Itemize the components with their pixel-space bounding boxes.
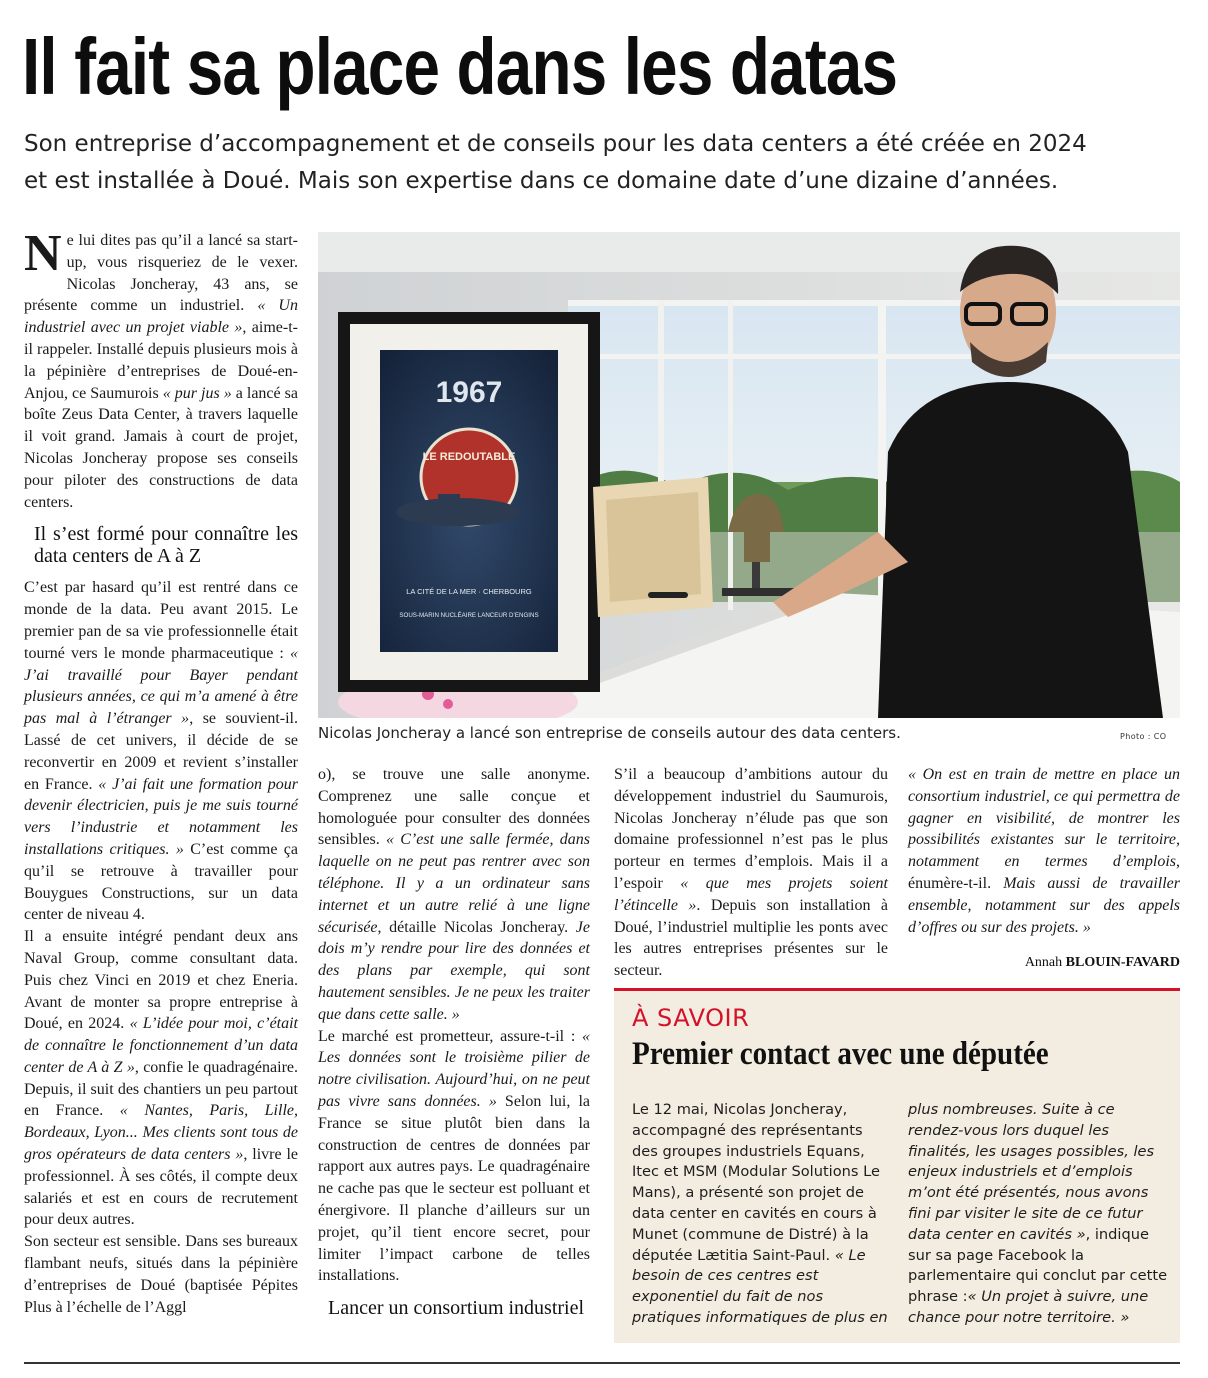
author-last-name: BLOUIN-FAVARD: [1065, 955, 1180, 970]
text-run: S’il a beaucoup d’ambitions autour du développement industriel du Saumurois, Nicolas Joncheray n’élude pas que son domaine professionnel n’est pas le plus porteur en termes d’emplois. Mais il a l’espoir: [614, 766, 888, 892]
subheading: Il s’est formé pour connaître les data centers de A à Z: [34, 523, 298, 568]
text-run: C’est par hasard qu’il est rentré dans ce monde de la data. Peu avant 2015. Le premier pan de sa vie professionnelle était tourné vers le monde pharmaceutique :: [24, 579, 298, 662]
article-paragraph: [614, 764, 888, 982]
quote: « Un projet à suivre, une chance pour notre territoire. »: [908, 1288, 1149, 1326]
photo-caption: Nicolas Joncheray a lancé son entreprise de conseils autour des data centers.: [318, 724, 901, 742]
box-paragraph: [908, 1100, 1168, 1329]
article-paragraph: [318, 1026, 590, 1288]
quote: « que mes projets soient l’étincelle »: [614, 874, 889, 914]
quote: Je dois m’y rendre pour lire des données et des plans par exemple, qui sont hautement sensibles. Je ne peux les traiter que dans cette salle. »: [318, 918, 590, 1023]
box-kicker: À SAVOIR: [632, 1004, 750, 1032]
author-signature: [908, 955, 1180, 971]
text-run: , détaille Nicolas Joncheray.: [377, 918, 576, 936]
quote: « C’est une salle fermée, dans laquelle on ne peut pas rentrer avec son téléphone. Il y a un ordinateur sans internet et un autre relié à une ligne sécurisée: [318, 831, 590, 936]
author-first-name: Annah: [1024, 955, 1063, 970]
text-run: . Depuis son installation à Doué, l’industriel multiplie les ponts avec les autres entreprises présentes sur le secteur.: [614, 896, 888, 980]
text-run: e lui dites pas qu’il a lancé sa start-up, vous risqueriez de le vexer. Nicolas Joncheray, 43 ans, se présente comme un industriel.: [24, 232, 298, 315]
text-run: a lancé sa boîte Zeus Data Center, à travers laquelle il voit grand. Jamais à court de projet, Nicolas Joncheray propose ses conseils pour piloter des constructions de data centers.: [24, 384, 298, 511]
text-run: , aime-t-il rappeler. Installé depuis plusieurs mois à la pépinière d’entreprises de Doué-en-Anjou, ce Saumurois: [24, 319, 298, 402]
text-run: o), se trouve une salle anonyme. Comprenez une salle conçue et homologuée pour consulter des données sensibles.: [318, 766, 590, 849]
text-run: , se souvient-il. Lassé de cet univers, il décide de se reconvertir en 2009 et revient s’installer en France.: [24, 710, 298, 793]
text-run: Selon lui, la France se situe plutôt bien dans la construction de centres de données par rapport aux autres pays. Le quadragénaire ne cache pas que le secteur est polluant et énergivore. Il planche d’ailleurs sur un projet, qu’il tient encore secret, pour limiter l’impact carbone de telles installations.: [318, 1092, 590, 1285]
quote: « Le besoin de ces centres est exponentiel du fait de nos pratiques informatiques de plus en: [632, 1246, 888, 1326]
text-run: Le 12 mai, Nicolas Joncheray, accompagné des représentants des groupes industriels Equans, Itec et MSM (Modular Solutions Le Mans), a présenté son projet de data center en cavités en cours à Munet (commune de Distré) à la députée Lætitia Saint-Paul.: [632, 1101, 881, 1264]
text-run: , confie le quadragénaire. Depuis, il suit des chantiers un peu partout en France.: [24, 1058, 298, 1120]
poster-line2: SOUS-MARIN NUCLÉAIRE LANCEUR D’ENGINS: [399, 612, 539, 619]
quote: « L’idée pour moi, c’était de connaître le fonctionnement d’un data center de A à Z »: [24, 1015, 298, 1076]
poster-year: 1967: [435, 376, 503, 409]
standfirst-line: et est installée à Doué. Mais son expertise dans ce domaine date d’une dizaine d’années.: [24, 168, 1059, 194]
quote: « Nantes, Paris, Lille, Bordeaux, Lyon... Mes clients sont tous de gros opérateurs de data centers »: [24, 1102, 298, 1164]
text-run: Son secteur est sensible. Dans ses bureaux flambant neufs, situés dans la pépinière d’entreprises de Doué (baptisée Pépites Plus à l’échelle de l’Aggl: [24, 1233, 298, 1316]
text-run: C’est comme ça qu’il se retrouve à travailler pour Bouygues Constructions, sur un data center de niveau 4.: [24, 840, 298, 924]
text-run: Le marché est prometteur, assure-t-il :: [318, 1027, 582, 1045]
standfirst-line: Son entreprise d’accompagnement et de conseils pour les data centers a été créée en 2024: [24, 131, 1087, 157]
subheading: Lancer un consortium industriel: [328, 1297, 585, 1320]
box-paragraph: [632, 1100, 888, 1329]
quote: « J’ai travaillé pour Bayer pendant plusieurs années, ce qui m’a amené à être pas mal à l’étranger »: [24, 644, 298, 728]
text-run: Il a ensuite intégré pendant deux ans Naval Group, comme consultant data. Puis chez Vinci en 2019 et chez Eneria. Avant de monter sa propre entreprise à Doué, en 2024.: [24, 928, 298, 1033]
page-bottom-rule: [24, 1362, 1180, 1364]
quote: « Les données sont le troisième pilier de notre civilisation. Aujourd’hui, on ne peut pas vivre sans données. »: [318, 1027, 590, 1110]
quote: « On est en train de mettre en place un consortium industriel, ce qui permettra de gagner en visibilité, de montrer les possibilités existantes sur le territoire, notamment en termes d’emplois: [908, 766, 1180, 871]
photo-credit: Photo : CO: [1120, 732, 1167, 741]
article-photo: [318, 232, 1180, 718]
article-paragraph: [318, 764, 590, 1026]
quote: « J’ai fait une formation pour devenir électricien, puis je me suis tourné vers l’industrie et notamment les installations critiques. »: [24, 775, 298, 858]
poster-line1: LA CITÉ DE LA MER · CHERBOURG: [406, 587, 532, 596]
poster-badge: LE REDOUTABLE: [422, 451, 516, 463]
quote: plus nombreuses. Suite à ce rendez-vous lors duquel les finalités, les usages possibles, les enjeux industriels et d’emplois m’ont été présentés, nous avons fini par visiter le site de ce futur data center en cavités »: [908, 1101, 1155, 1243]
quote: Mais aussi de travailler ensemble, notamment sur des appels d’offres ou sur des projets. »: [908, 874, 1181, 936]
article-paragraph: [24, 926, 298, 1231]
dropcap: N: [24, 225, 62, 282]
article-paragraph: [24, 1231, 298, 1318]
box-column-2: [908, 1100, 1168, 1329]
headline: Il fait sa place dans les datas: [22, 22, 898, 111]
article-column-2: [318, 764, 590, 1329]
text-run: , indique sur sa page Facebook la parlementaire qui conclut par cette phrase :: [908, 1225, 1168, 1306]
article-paragraph: [24, 577, 298, 926]
article-column-3: [614, 764, 888, 982]
article-paragraph: [908, 764, 1180, 938]
standfirst: [24, 126, 1184, 200]
article-column-1: [24, 225, 298, 1318]
article-column-4: [908, 764, 1180, 938]
box-column-1: [632, 1100, 888, 1329]
article-paragraph: [24, 225, 298, 513]
text-run: , énumère-t-il.: [908, 853, 1180, 892]
quote: « pur jus »: [162, 384, 232, 402]
photo-illustration: [318, 232, 1180, 718]
quote: « Un industriel avec un projet viable »: [24, 297, 298, 337]
text-run: , livre le professionnel. À ses côtés, il compte deux salariés et est en cours de recrutement pour deux autres.: [24, 1146, 298, 1229]
box-title: Premier contact avec une députée: [632, 1036, 1049, 1072]
